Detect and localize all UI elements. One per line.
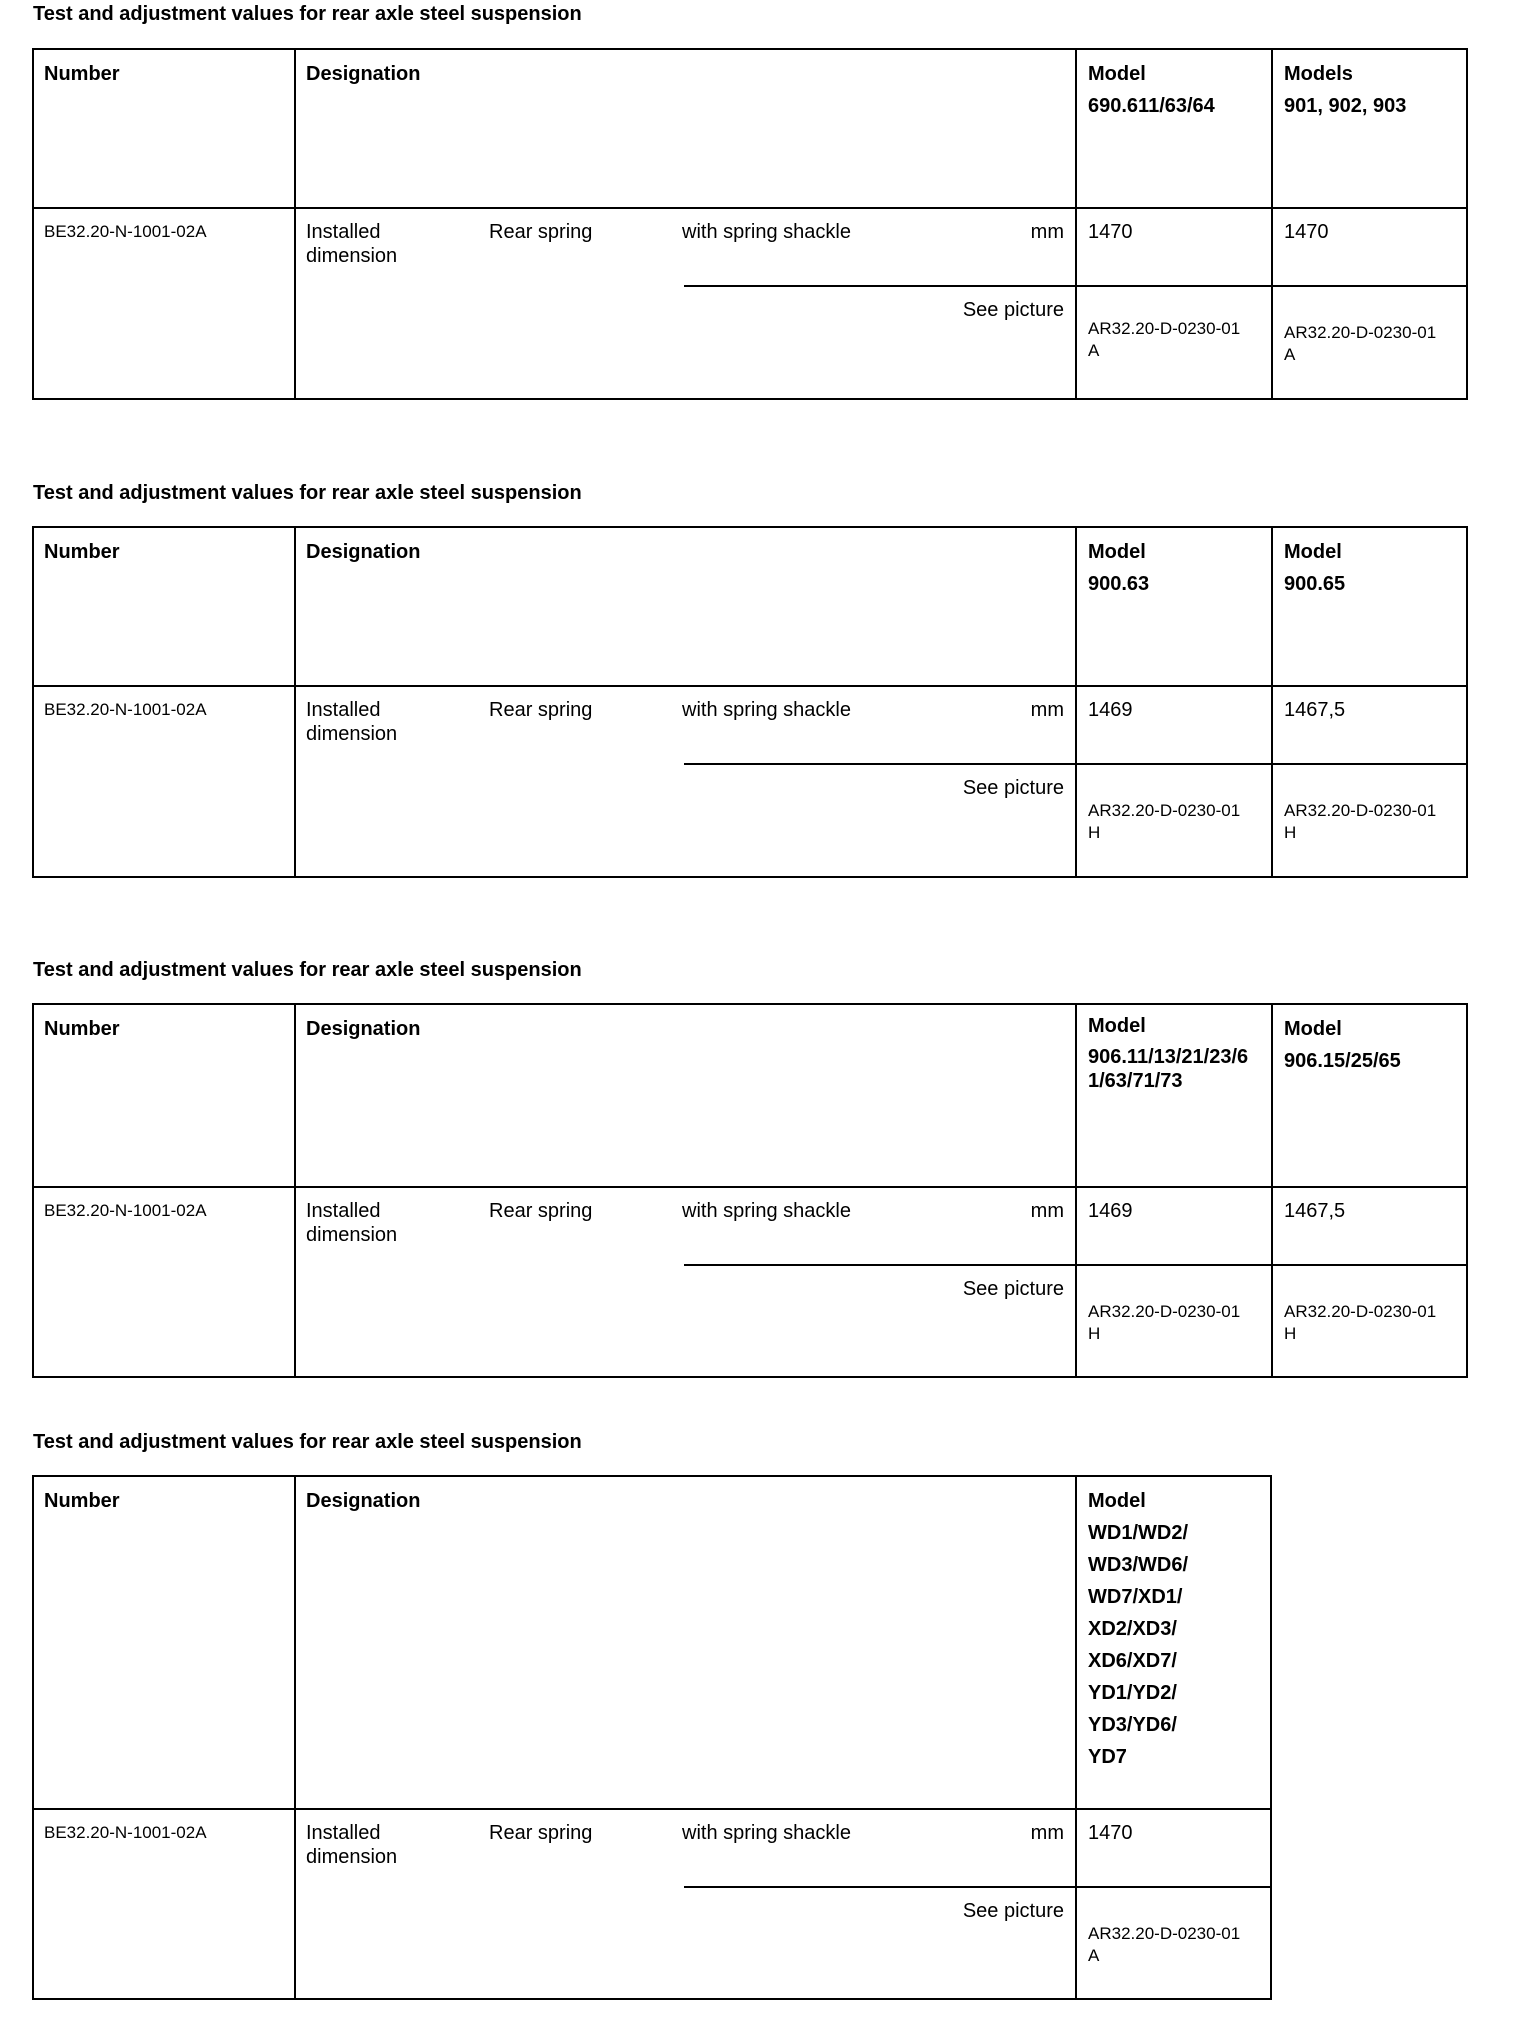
designation-line-2: dimension: [306, 723, 398, 745]
row-divider: [684, 763, 1466, 765]
column-divider: [1271, 50, 1273, 398]
picture-ref-col1-line2: H: [1088, 1324, 1101, 1343]
header-line: 901, 902, 903: [1284, 95, 1407, 117]
header-number: Number: [44, 541, 120, 563]
value-col1: 1469: [1088, 699, 1133, 721]
row-item: Rear spring: [489, 1200, 593, 1222]
value-col1: 1469: [1088, 1200, 1133, 1222]
designation-line-2: dimension: [306, 1224, 398, 1246]
header-model-col1: [1088, 58, 1215, 122]
header-line: 690.611/63/64: [1088, 95, 1215, 117]
header-number: Number: [44, 63, 120, 85]
header-line: Model: [1088, 63, 1146, 85]
row-number: BE32.20-N-1001-02A: [44, 1823, 207, 1842]
header-designation: Designation: [306, 63, 421, 85]
column-divider: [294, 1477, 296, 1998]
spec-table: [32, 48, 1468, 400]
header-line: Models: [1284, 63, 1353, 85]
row-unit: mm: [1030, 1200, 1064, 1222]
header-line: WD1/WD2/: [1088, 1522, 1188, 1544]
header-divider: [34, 1186, 1466, 1188]
value-col1: 1470: [1088, 221, 1133, 243]
header-model-col2: [1284, 58, 1406, 122]
picture-ref-col2-line1: AR32.20-D-0230-01: [1284, 801, 1437, 820]
row-item: Rear spring: [489, 699, 593, 721]
picture-ref-col1-line1: AR32.20-D-0230-01: [1088, 1302, 1241, 1321]
row-divider: [684, 1264, 1466, 1266]
header-model-col1: [1088, 536, 1149, 600]
row-item: Rear spring: [489, 221, 593, 243]
table-heading: Test and adjustment values for rear axle steel suspension: [33, 959, 582, 981]
row-condition: with spring shackle: [682, 221, 851, 243]
table-heading: Test and adjustment values for rear axle steel suspension: [33, 482, 582, 504]
row-number: BE32.20-N-1001-02A: [44, 222, 207, 241]
designation-line-1: Installed: [306, 699, 381, 721]
row-number: BE32.20-N-1001-02A: [44, 1201, 207, 1220]
row-unit: mm: [1030, 1822, 1064, 1844]
picture-ref-col2-line1: AR32.20-D-0230-01: [1284, 323, 1437, 342]
picture-ref-col2-line2: H: [1284, 823, 1297, 842]
header-line: YD7: [1088, 1746, 1127, 1768]
spec-table: [32, 526, 1468, 878]
row-divider: [684, 1886, 1270, 1888]
row-item: Rear spring: [489, 1822, 593, 1844]
row-unit: mm: [1030, 699, 1064, 721]
value-col1: 1470: [1088, 1822, 1133, 1844]
designation-line-2: dimension: [306, 245, 398, 267]
table-heading: Test and adjustment values for rear axle steel suspension: [33, 3, 582, 25]
value-col2: 1467,5: [1284, 1200, 1346, 1222]
header-designation: Designation: [306, 1018, 421, 1040]
column-divider: [1271, 528, 1273, 876]
row-condition: with spring shackle: [682, 699, 851, 721]
header-line: Model: [1088, 1490, 1146, 1512]
designation-line-1: Installed: [306, 221, 381, 243]
header-line: YD1/YD2/: [1088, 1682, 1177, 1704]
value-col2: 1470: [1284, 221, 1329, 243]
designation-line-1: Installed: [306, 1822, 381, 1844]
picture-ref-col2-line1: AR32.20-D-0230-01: [1284, 1302, 1437, 1321]
value-col2: 1467,5: [1284, 699, 1346, 721]
designation-line-2: dimension: [306, 1846, 398, 1868]
header-designation: Designation: [306, 541, 421, 563]
spec-table: [32, 1003, 1468, 1378]
header-line: 900.65: [1284, 573, 1346, 595]
designation-line-1: Installed: [306, 1200, 381, 1222]
picture-ref-col1-line1: AR32.20-D-0230-01: [1088, 801, 1241, 820]
picture-ref-col2-line2: A: [1284, 345, 1296, 364]
header-divider: [34, 1808, 1270, 1810]
header-line: WD3/WD6/: [1088, 1554, 1188, 1576]
header-model-col1: [1088, 1013, 1248, 1093]
column-divider: [294, 528, 296, 876]
header-model-col2: [1284, 1013, 1401, 1077]
column-divider: [1075, 1477, 1077, 1998]
header-line: 906.15/25/65: [1284, 1050, 1401, 1072]
table-heading: Test and adjustment values for rear axle steel suspension: [33, 1431, 582, 1453]
row-condition: with spring shackle: [682, 1822, 851, 1844]
see-picture-label: See picture: [962, 1900, 1064, 1922]
picture-ref-col1-line2: A: [1088, 341, 1100, 360]
row-condition: with spring shackle: [682, 1200, 851, 1222]
column-divider: [1075, 528, 1077, 876]
header-designation: Designation: [306, 1490, 421, 1512]
header-divider: [34, 685, 1466, 687]
header-line: Model: [1284, 1018, 1342, 1040]
header-number: Number: [44, 1018, 120, 1040]
see-picture-label: See picture: [962, 777, 1064, 799]
picture-ref-col1-line2: H: [1088, 823, 1101, 842]
header-line: XD6/XD7/: [1088, 1650, 1177, 1672]
picture-ref-col1-line1: AR32.20-D-0230-01: [1088, 1924, 1241, 1943]
header-line: YD3/YD6/: [1088, 1714, 1177, 1736]
picture-ref-col1-line1: AR32.20-D-0230-01: [1088, 319, 1241, 338]
column-divider: [294, 1005, 296, 1376]
picture-ref-col2-line2: H: [1284, 1324, 1297, 1343]
row-unit: mm: [1030, 221, 1064, 243]
picture-ref-col1-line2: A: [1088, 1946, 1100, 1965]
header-number: Number: [44, 1490, 120, 1512]
see-picture-label: See picture: [962, 299, 1064, 321]
header-line: Model: [1088, 1015, 1146, 1037]
column-divider: [1075, 50, 1077, 398]
header-divider: [34, 207, 1466, 209]
column-divider: [1075, 1005, 1077, 1376]
header-model-col2: [1284, 536, 1345, 600]
column-divider: [1271, 1005, 1273, 1376]
see-picture-label: See picture: [962, 1278, 1064, 1300]
header-line: 906.11/13/21/23/6: [1088, 1046, 1249, 1068]
spec-table: [32, 1475, 1272, 2000]
header-line: WD7/XD1/: [1088, 1586, 1183, 1608]
header-line: Model: [1088, 541, 1146, 563]
header-line: XD2/XD3/: [1088, 1618, 1177, 1640]
row-number: BE32.20-N-1001-02A: [44, 700, 207, 719]
header-model-col1: [1088, 1485, 1188, 1773]
column-divider: [294, 50, 296, 398]
header-line: Model: [1284, 541, 1342, 563]
header-line: 900.63: [1088, 573, 1150, 595]
header-line: 1/63/71/73: [1088, 1070, 1183, 1092]
row-divider: [684, 285, 1466, 287]
